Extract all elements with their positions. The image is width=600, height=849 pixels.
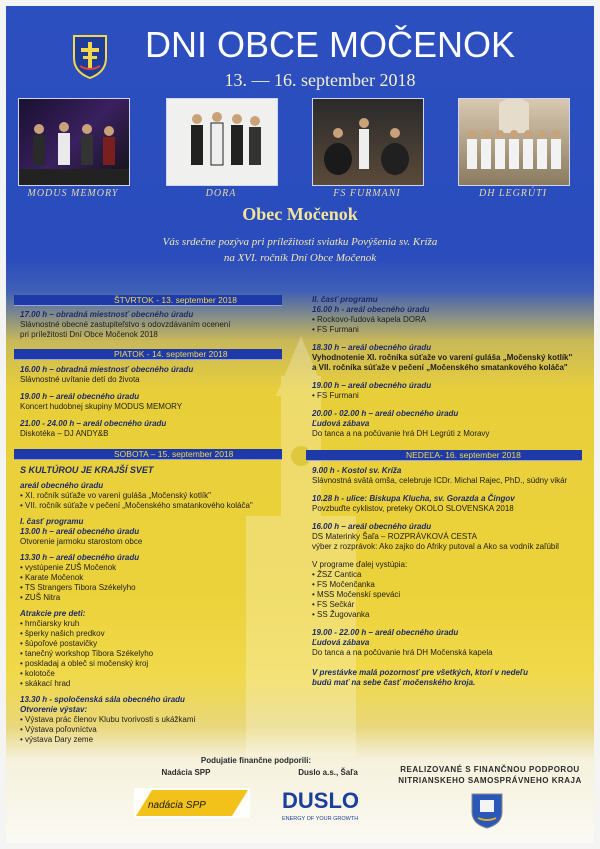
event-time: 16.00 h - areál obecného úradu [312, 305, 430, 314]
event-text: pri príležitosti Dní Obce Močenok 2018 [20, 330, 158, 339]
event-time: 19.00 h – areál obecného úradu [312, 381, 432, 390]
event-text: • VII. ročník súťaže v pečení „Močenského smatankového koláča" [20, 501, 253, 510]
thursday-program [20, 310, 290, 340]
event-dates: 13. — 16. september 2018 [224, 70, 416, 90]
program-part-title: II. časť programu [312, 295, 378, 304]
duslo-tagline: ENERGY OF YOUR GROWTH [282, 816, 359, 822]
event-text: a VII. ročníka súťaže v pečení „Močenského smatankového koláča" [312, 363, 568, 372]
region-support-line: REALIZOVANÉ S FINANČNOU PODPOROU [400, 765, 580, 774]
event-time: 13.00 h – areál obecného úradu [20, 527, 140, 536]
event-text: • XI. ročník súťaže vo varení guláša „Močenský kotlík" [20, 491, 211, 500]
program-part-title: I. časť programu [20, 517, 84, 526]
event-text: V programe ďalej vystúpia: [312, 560, 408, 569]
photo-dora [166, 98, 278, 186]
sunday-header: NEDEĽA- 16. september 2018 [306, 450, 582, 461]
event-time: 16.00 h – areál obecného úradu [312, 522, 432, 531]
event-time: 21.00 - 24.00 h – areál obecného úradu [20, 419, 167, 428]
sponsors-label: Podujatie finančne podporili: [200, 756, 312, 765]
event-title: Ľudová zábava [312, 638, 370, 647]
list-item: • FS Močenčanka [312, 580, 375, 589]
photo-caption: MODUS MEMORY [27, 188, 119, 199]
list-item: • výstava Dary zeme [20, 735, 94, 744]
village-name: Obec Močenok [242, 204, 358, 224]
event-time: 20.00 - 02.00 h – areál obecného úradu [312, 409, 459, 418]
list-item: • poskladaj a obleč si močenský kroj [20, 659, 149, 668]
list-item: • FS Furmani [312, 325, 359, 334]
event-time: 18.30 h – areál obecného úradu [312, 343, 432, 352]
sponsor-name: Nadácia SPP [161, 768, 211, 777]
saturday-program [20, 465, 292, 745]
list-item: • ZUŠ Nitra [20, 593, 61, 602]
list-item: • tanečný workshop Tibora Székelyho [20, 649, 154, 658]
event-text: Slávnostné obecné zastupiteľstvo s odovzdávaním ocenení [20, 320, 231, 329]
page-title: DNI OBCE MOČENOK [144, 24, 516, 65]
event-text: Slávnostné uvítanie detí do života [20, 375, 140, 384]
brass-band-photo-image [459, 99, 569, 185]
event-text: Otvorenie jarmoku starostom obce [20, 537, 143, 546]
nadacia-spp-logo [134, 788, 250, 818]
costume-note: V prestávke malá pozornosť pre všetkých, ktorí v nedeľu [312, 668, 528, 677]
saturday-motto: S KULTÚROU JE KRAJŠÍ SVET [20, 465, 154, 475]
event-text: výber z rozprávok: Ako zajko do Afriky putoval a Ako sa vodník zaľúbil [312, 542, 559, 551]
list-item: • ŽSZ Cantica [312, 570, 362, 579]
list-item: • šúpoľové postavičky [20, 639, 98, 648]
event-text: Povzbuďte cyklistov, preteky OKOLO SLOVENSKA 2018 [312, 504, 514, 513]
photo-modus-memory [18, 98, 130, 186]
list-item: • vystúpenie ZUŠ Močenok [20, 563, 117, 572]
event-time: 13.30 h – areál obecného úradu [20, 553, 140, 562]
band-photo-image [167, 99, 277, 185]
saturday-program-part-two [312, 295, 590, 439]
band-photo-image [19, 99, 129, 185]
exhibitions-title: Otvorenie výstav: [20, 705, 88, 714]
thursday-header: ŠTVRTOK - 13. september 2018 [14, 295, 282, 306]
event-time: 10.28 h - ulice: Biskupa Klucha, sv. Gorazda a Čingov [312, 494, 515, 503]
photo-caption: DORA [205, 188, 237, 199]
event-time: 9.00 h - Kostol sv. Kríža [312, 466, 402, 475]
event-time: 19.00 - 22.00 h – areál obecného úradu [312, 628, 459, 637]
list-item: • šperky našich predkov [20, 629, 105, 638]
saturday-header: SOBOTA – 15. september 2018 [14, 449, 282, 460]
photo-caption: DH LEGRÚTI [478, 188, 548, 199]
photo-dh-legruti [458, 98, 570, 186]
list-item: • MSS Močenskí speváci [312, 590, 401, 599]
spp-logo-text: nadácia SPP [148, 800, 206, 811]
list-item: • hrnčiarsky kruh [20, 619, 80, 628]
event-time: 13.30 h - spoločenská sála obecného úradu [20, 695, 185, 704]
photo-caption: FS FURMANI [333, 188, 401, 199]
invitation-text [6, 234, 594, 266]
event-title: Ľudová zábava [312, 419, 370, 428]
event-text: Slávnostná svätá omša, celebruje ICDr. Michal Rajec, PhD., súdny vikár [312, 476, 568, 485]
attractions-title: Atrakcie pre deti: [20, 609, 86, 618]
invitation-line: Vás srdečne pozýva pri príležitosti sviatku Povýšenia sv. Kríža [162, 236, 438, 248]
event-text: DS Materinky Šaľa – ROZPRÁVKOVÁ CESTA [312, 532, 477, 541]
invitation-line: na XVI. ročník Dní Obce Močenok [223, 252, 377, 264]
event-time: 17.00 h – obradná miestnosť obecného úradu [20, 310, 194, 319]
event-text: Do tanca a na počúvanie hrá DH Močenská kapela [312, 648, 493, 657]
list-item: • kolotoče [20, 669, 55, 678]
event-text: Diskotéka – DJ ANDY&B [20, 429, 109, 438]
event-text: Koncert hudobnej skupiny MODUS MEMORY [20, 402, 183, 411]
poster [6, 6, 594, 843]
event-time: areál obecného úradu [20, 481, 104, 490]
region-support-text [392, 764, 588, 786]
event-text: Vyhodnotenie XI. ročníka súťaže vo varení guláša „Močenský kotlík" [312, 353, 573, 362]
dance-photo-image [313, 99, 423, 185]
list-item: • FS Furmani [312, 391, 359, 400]
event-text: Do tanca a na počúvanie hrá DH Legrúti z Moravy [312, 429, 490, 438]
costume-note: budú mať na sebe časť močenského kroja. [312, 678, 476, 687]
list-item: • Karate Močenok [20, 573, 84, 582]
friday-program [20, 365, 290, 439]
list-item: • Výstava poľovníctva [20, 725, 97, 734]
list-item: • skákací hrad [20, 679, 71, 688]
sponsor-name: Duslo a.s., Šaľa [298, 768, 358, 777]
list-item: • Rockovo-ľudová kapela DORA [312, 315, 427, 324]
list-item: • TS Strangers Tibora Székelyho [20, 583, 136, 592]
region-support-line: NITRIANSKEHO SAMOSPRÁVNEHO KRAJA [398, 776, 582, 785]
duslo-logo [276, 784, 376, 826]
friday-header: PIATOK - 14. september 2018 [14, 349, 282, 360]
list-item: • SS Žugovanka [312, 610, 370, 619]
sunday-program [312, 466, 590, 688]
list-item: • Výstava prác členov Klubu tvorivosti s ukážkami [20, 715, 196, 724]
list-item: • FS Sečkár [312, 600, 355, 609]
nitra-region-coat-of-arms-icon [470, 792, 504, 830]
event-time: 19.00 h – areál obecného úradu [20, 392, 140, 401]
duslo-logo-text: DUSLO [282, 788, 359, 813]
event-time: 16.00 h – obradná miestnosť obecného úradu [20, 365, 194, 374]
photo-fs-furmani [312, 98, 424, 186]
